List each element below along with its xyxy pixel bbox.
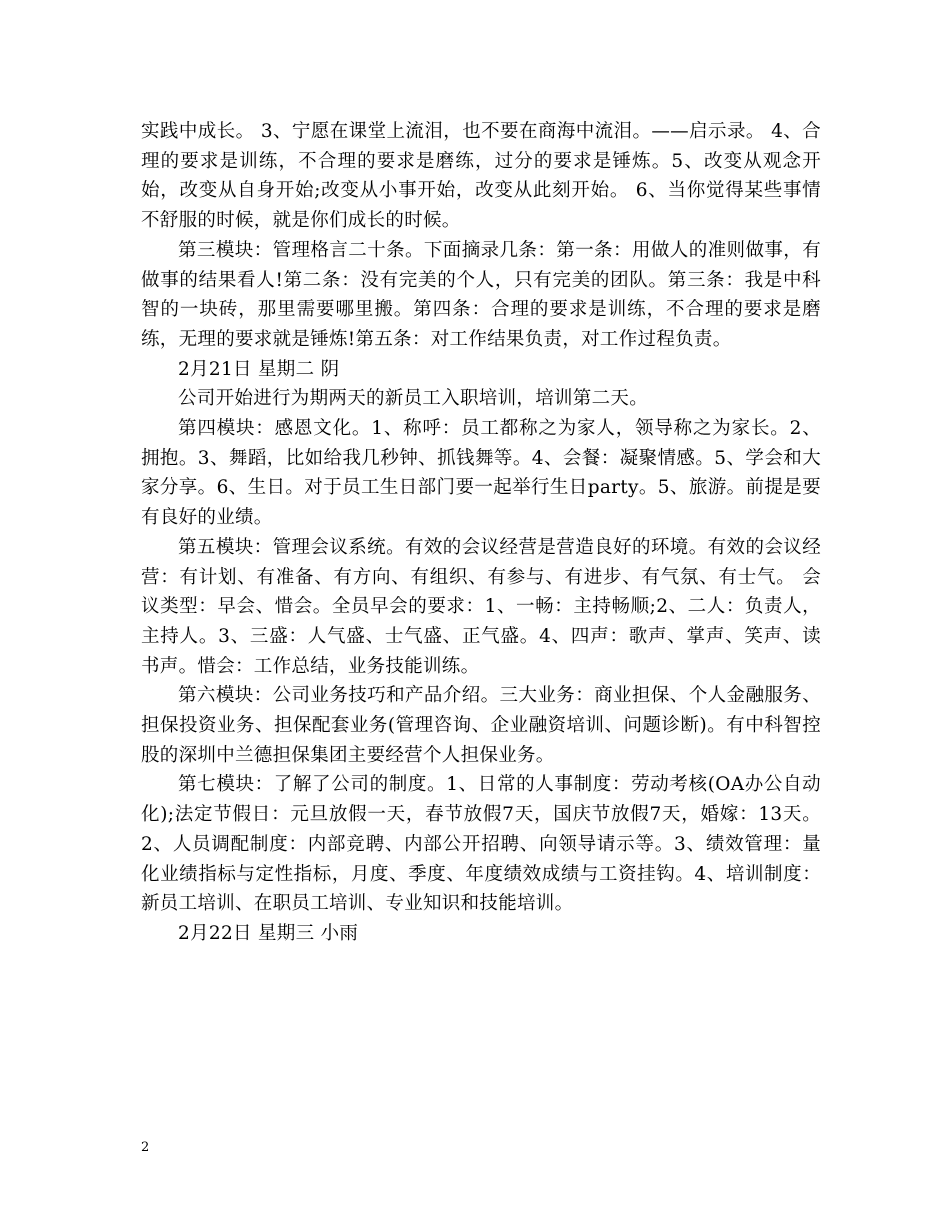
paragraph-3: 公司开始进行为期两天的新员工入职培训，培训第二天。: [178, 388, 649, 410]
date-heading-feb21: 2月21日 星期二 阴: [178, 358, 340, 380]
page-number: 2: [141, 1140, 150, 1155]
paragraph-1: 实践中成长。 3、宁愿在课堂上流泪，也不要在商海中流泪。——启示录。 4、合理的要求是训练，不合理的要求是磨练，过分的要求是锤炼。5、改变从观念开始，改变从自身开始;改变从小事开始，改变从此刻开始。 6、当你觉得某些事情不舒服的时候，就是你们成长的时候。: [141, 121, 821, 232]
paragraph-2: 第三模块：管理格言二十条。下面摘录几条：第一条：用做人的准则做事，有做事的结果看人!第二条：没有完美的个人，只有完美的团队。第三条：我是中科智的一块砖，那里需要哪里搬。第四条：合理的要求是训练，不合理的要求是磨练，无理的要求就是锤炼!第五条：对工作结果负责，对工作过程负责。: [141, 239, 821, 350]
paragraph-4: 第四模块：感恩文化。1、称呼：员工都称之为家人，领导称之为家长。2、拥抱。3、舞蹈，比如给我几秒钟、抓钱舞等。4、会餐：凝聚情感。5、学会和大家分享。6、生日。对于员工生日部门要一起举行生日party。5、旅游。前提是要有良好的业绩。: [141, 418, 821, 529]
paragraph-6: 第六模块：公司业务技巧和产品介绍。三大业务：商业担保、个人金融服务、担保投资业务、担保配套业务(管理咨询、企业融资培训、问题诊断)。有中科智控股的深圳中兰德担保集团主要经营个人担保业务。: [141, 685, 821, 766]
date-heading-feb22: 2月22日 星期三 小雨: [178, 922, 359, 944]
paragraph-7: 第七模块：了解了公司的制度。1、日常的人事制度：劳动考核(OA办公自动化);法定节假日：元旦放假一天，春节放假7天，国庆节放假7天，婚嫁：13天。2、人员调配制度：内部竞聘、内部公开招聘、向领导请示等。3、绩效管理：量化业绩指标与定性指标，月度、季度、年度绩效成绩与工资挂钩。4、培训制度：新员工培训、在职员工培训、专业知识和技能培训。: [141, 774, 821, 915]
document-body: [141, 117, 821, 949]
paragraph-5: 第五模块：管理会议系统。有效的会议经营是营造良好的环境。有效的会议经营：有计划、有准备、有方向、有组织、有参与、有进步、有气氛、有士气。 会议类型：早会、惜会。全员早会的要求：1、一畅：主持畅顺;2、二人：负责人，主持人。3、三盛：人气盛、士气盛、正气盛。4、四声：歌声、掌声、笑声、读书声。惜会：工作总结，业务技能训练。: [141, 536, 821, 677]
